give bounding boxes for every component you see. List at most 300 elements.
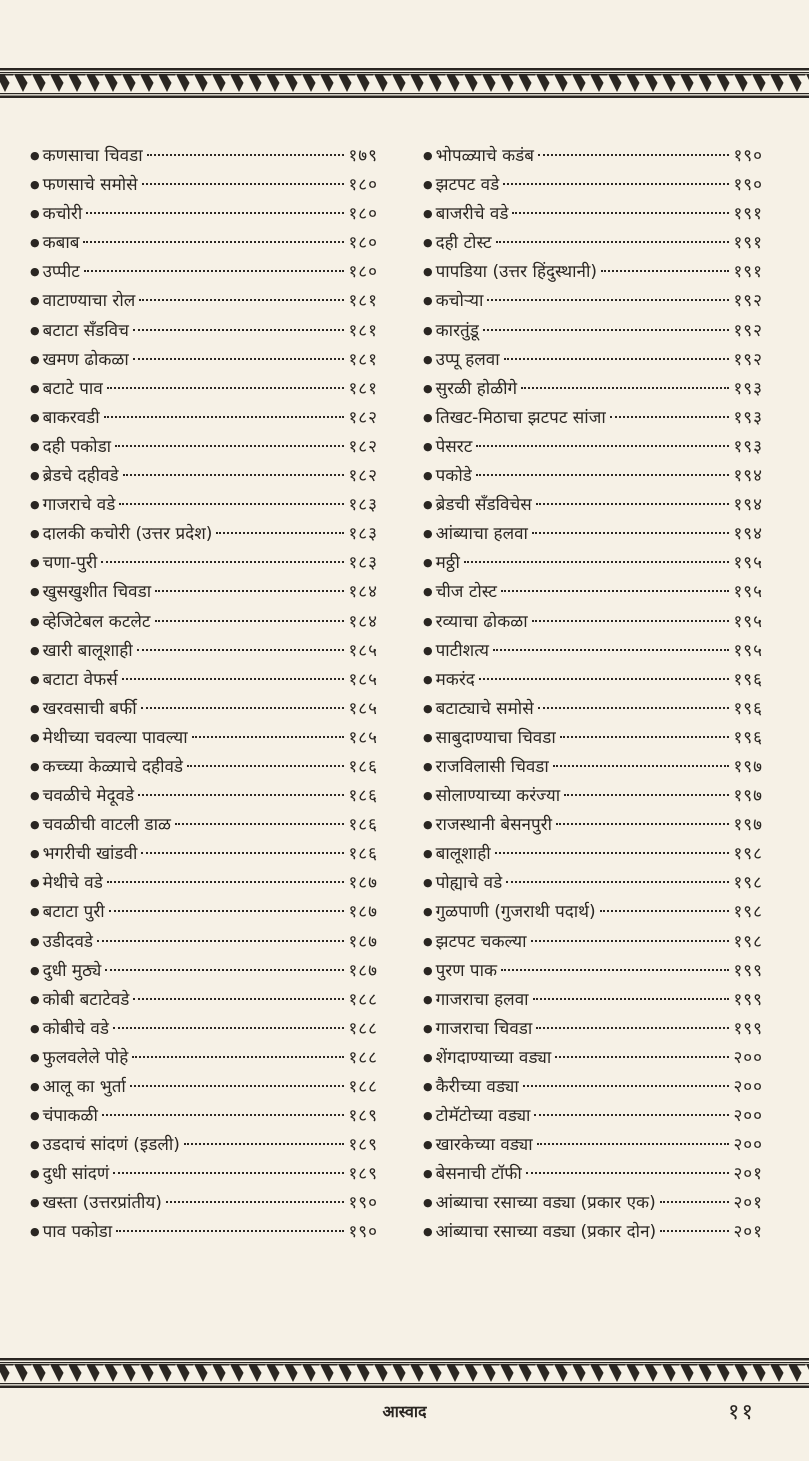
dot-leader: [536, 1027, 729, 1029]
entry-page-number: १८९: [348, 1164, 378, 1185]
bullet-icon: ●: [423, 149, 433, 162]
toc-entry: [30, 346, 378, 375]
entry-title: खारी बालूशाही: [42, 640, 133, 661]
bullet-icon: ●: [30, 469, 40, 483]
bullet-icon: ●: [30, 847, 40, 861]
entry-title: फणसाचे समोसे: [42, 175, 138, 196]
bullet-icon: ●: [30, 701, 40, 715]
bullet-icon: ●: [30, 439, 40, 453]
entry-title: कारतुंडू: [435, 320, 479, 341]
bullet-icon: ●: [423, 323, 433, 337]
toc-entry: [30, 171, 378, 200]
dot-leader: [601, 270, 729, 272]
bullet-icon: ●: [30, 759, 40, 773]
entry-page-number: १९१: [733, 204, 763, 225]
entry-title: फुलवलेले पोहे: [42, 1047, 129, 1068]
entry-page-number: १८०: [348, 204, 378, 225]
dot-leader: [83, 241, 344, 243]
entry-title: दही टोस्ट: [435, 233, 492, 254]
toc-entry: [423, 578, 763, 607]
dot-leader: [512, 212, 729, 214]
entry-title: गाजराचे वडे: [42, 495, 116, 516]
bullet-icon: ●: [30, 905, 40, 919]
toc-entry: [423, 928, 763, 957]
entry-page-number: १८०: [348, 175, 378, 196]
dot-leader: [187, 765, 344, 767]
entry-page-number: १८२: [348, 436, 378, 457]
bullet-icon: ●: [423, 1138, 433, 1152]
entry-title: कबाब: [42, 233, 80, 254]
bullet-icon: ●: [423, 614, 433, 628]
entry-page-number: १९३: [733, 407, 763, 428]
entry-page-number: १९२: [733, 320, 763, 341]
toc-entry: [30, 1044, 378, 1073]
entry-page-number: १८८: [348, 1018, 378, 1039]
entry-page-number: १८५: [348, 727, 378, 748]
toc-entry: [30, 578, 378, 607]
toc-entry: [30, 1160, 378, 1189]
bullet-icon: ●: [30, 934, 40, 948]
entry-title: पाव पकोडा: [42, 1222, 113, 1243]
entry-title: बटाटा सँडविच: [42, 320, 129, 341]
bullet-icon: ●: [30, 585, 40, 599]
dot-leader: [531, 940, 730, 942]
bullet-icon: ●: [30, 672, 40, 686]
toc-entry: [30, 142, 378, 171]
entry-page-number: १९९: [733, 1018, 763, 1039]
entry-title: शेंगदाण्याच्या वड्या: [435, 1047, 552, 1068]
bullet-icon: ●: [30, 1196, 40, 1210]
entry-page-number: १९९: [733, 960, 763, 981]
bullet-icon: ●: [423, 1196, 433, 1210]
entry-title: मेथीच्या चवल्या पावल्या: [42, 727, 188, 748]
toc-entry: [423, 1189, 763, 1218]
toc-entry: [423, 1073, 763, 1102]
entry-page-number: १८७: [348, 931, 378, 952]
entry-title: सोलाण्याच्या करंज्या: [435, 786, 561, 807]
dot-leader: [137, 649, 345, 651]
entry-title: खस्ता (उत्तरप्रांतीय): [42, 1193, 162, 1214]
toc-entry: [423, 957, 763, 986]
entry-title: खमण ढोकळा: [42, 349, 129, 370]
dot-leader: [556, 823, 729, 825]
dot-leader: [141, 707, 345, 709]
toc-entry: [423, 346, 763, 375]
toc-entry: [30, 957, 378, 986]
entry-title: पकोडे: [435, 466, 472, 487]
entry-page-number: १९५: [733, 553, 763, 574]
entry-page-number: २००: [733, 1106, 763, 1127]
toc-entry: [30, 1015, 378, 1044]
entry-title: गाजराचा चिवडा: [435, 1018, 533, 1039]
dot-leader: [538, 707, 730, 709]
entry-page-number: १९८: [733, 902, 763, 923]
entry-title: उप्पू हलवा: [435, 349, 500, 370]
bullet-icon: ●: [30, 323, 40, 337]
bullet-icon: ●: [30, 265, 40, 279]
entry-title: भोपळ्याचे कडंब: [435, 146, 534, 166]
toc-entry: [30, 1073, 378, 1102]
toc-entry: [30, 287, 378, 316]
entry-page-number: १९१: [733, 233, 763, 254]
entry-title: दुधी मुठ्ये: [42, 960, 102, 981]
dot-leader: [532, 532, 730, 534]
entry-title: पेसरट: [435, 436, 473, 457]
bullet-icon: ●: [30, 876, 40, 890]
entry-page-number: १९३: [733, 436, 763, 457]
toc-entry: [423, 724, 763, 753]
bullet-icon: ●: [423, 672, 433, 686]
entry-page-number: २००: [733, 1135, 763, 1156]
toc-entry: [30, 782, 378, 811]
bullet-icon: ●: [30, 352, 40, 366]
bullet-icon: ●: [30, 818, 40, 832]
toc-entry: [30, 1102, 378, 1131]
entry-page-number: २०१: [733, 1222, 763, 1243]
entry-page-number: १९५: [733, 582, 763, 603]
dot-leader: [560, 736, 730, 738]
entry-page-number: १८४: [348, 582, 378, 603]
entry-title: मकरंद: [435, 669, 475, 690]
bullet-icon: ●: [30, 149, 40, 162]
toc-column-left: [30, 142, 378, 1248]
dot-leader: [133, 329, 345, 331]
dot-leader: [113, 1172, 344, 1174]
bullet-icon: ●: [30, 643, 40, 657]
entry-title: बटाट्याचे समोसे: [435, 698, 534, 719]
dot-leader: [116, 1230, 344, 1232]
toc-entry: [30, 986, 378, 1015]
bullet-icon: ●: [423, 963, 433, 977]
toc-entry: [423, 200, 763, 229]
toc-entry: [423, 142, 763, 171]
entry-title: आंब्याचा हलवा: [435, 524, 528, 545]
entry-title: मेथीचे वडे: [42, 873, 103, 894]
entry-title: खुसखुशीत चिवडा: [42, 582, 152, 603]
dot-leader: [553, 765, 730, 767]
dot-leader: [526, 1172, 730, 1174]
toc-entry: [423, 695, 763, 724]
entry-title: चीज टोस्ट: [435, 582, 497, 603]
toc-entry: [30, 753, 378, 782]
entry-page-number: १८८: [348, 1077, 378, 1097]
bullet-icon: ●: [423, 410, 433, 424]
entry-page-number: १८७: [348, 960, 378, 981]
entry-page-number: १८४: [348, 611, 378, 632]
bullet-icon: ●: [30, 1167, 40, 1181]
entry-title: व्हेजिटेबल कटलेट: [42, 611, 151, 632]
bullet-icon: ●: [30, 527, 40, 541]
dot-leader: [495, 852, 730, 854]
entry-page-number: २०१: [733, 1164, 763, 1185]
toc-entry: [423, 898, 763, 927]
dot-leader: [521, 387, 729, 389]
dot-leader: [564, 794, 729, 796]
bullet-icon: ●: [423, 294, 433, 308]
bullet-icon: ●: [30, 614, 40, 628]
toc-entry: [30, 608, 378, 637]
entry-title: दही पकोडा: [42, 436, 112, 457]
entry-page-number: १८२: [348, 407, 378, 428]
dot-leader: [184, 1143, 345, 1145]
bullet-icon: ●: [423, 236, 433, 250]
dot-leader: [534, 1114, 729, 1116]
bullet-icon: ●: [30, 236, 40, 250]
entry-page-number: १८५: [348, 640, 378, 661]
entry-title: तिखट-मिठाचा झटपट सांजा: [435, 407, 606, 428]
entry-page-number: १९७: [733, 815, 763, 836]
entry-page-number: १८२: [348, 466, 378, 487]
dot-leader: [139, 299, 344, 301]
entry-title: पापडिया (उत्तर हिंदुस्थानी): [435, 262, 598, 283]
book-title: आस्वाद: [382, 1402, 427, 1421]
entry-page-number: १९५: [733, 640, 763, 661]
dot-leader: [147, 154, 345, 156]
toc-entry: [423, 520, 763, 549]
toc-entry: [30, 404, 378, 433]
dot-leader: [133, 358, 345, 360]
toc-entry: [30, 1131, 378, 1160]
bullet-icon: ●: [30, 1080, 40, 1093]
entry-page-number: १८८: [348, 989, 378, 1010]
toc-entry: [423, 1015, 763, 1044]
toc-entry: [30, 928, 378, 957]
entry-title: कचोरी: [42, 204, 83, 225]
entry-title: उडदाचं सांदणं (इडली): [42, 1135, 180, 1156]
bullet-icon: ●: [30, 1021, 40, 1035]
bullet-icon: ●: [30, 294, 40, 308]
bullet-icon: ●: [30, 381, 40, 395]
entry-title: दालकी कचोरी (उत्तर प्रदेश): [42, 524, 213, 545]
dot-leader: [660, 1201, 730, 1203]
bullet-icon: ●: [423, 701, 433, 715]
toc-entry: [30, 1189, 378, 1218]
entry-page-number: १८७: [348, 902, 378, 923]
entry-title: राजस्थानी बेसनपुरी: [435, 815, 553, 836]
entry-title: कोबी बटाटेवडे: [42, 989, 130, 1010]
toc-column-right: [423, 142, 763, 1248]
dot-leader: [600, 910, 730, 912]
toc-entry: [423, 229, 763, 258]
bullet-icon: ●: [423, 1080, 433, 1093]
entry-title: झटपट वडे: [435, 175, 500, 196]
dot-leader: [532, 620, 730, 622]
entry-page-number: १७९: [348, 146, 378, 166]
dot-leader: [555, 1056, 729, 1058]
entry-page-number: २००: [733, 1077, 763, 1097]
entry-page-number: १९०: [348, 1222, 378, 1243]
entry-page-number: १८१: [348, 349, 378, 370]
entry-title: सुरळी होळीगे: [435, 378, 518, 399]
dot-leader: [493, 649, 729, 651]
entry-page-number: १९२: [733, 291, 763, 312]
bullet-icon: ●: [30, 207, 40, 221]
entry-title: गाजराचा हलवा: [435, 989, 529, 1010]
entry-title: गुळपाणी (गुजराथी पदार्थ): [435, 902, 596, 923]
dot-leader: [476, 445, 729, 447]
toc-entry: [30, 666, 378, 695]
entry-page-number: १८०: [348, 262, 378, 283]
entry-title: ब्रेडची सँडविचेस: [435, 495, 532, 516]
entry-page-number: १९७: [733, 786, 763, 807]
dot-leader: [107, 881, 345, 883]
toc-entry: [423, 1218, 763, 1247]
entry-page-number: १८१: [348, 291, 378, 312]
dot-leader: [123, 474, 345, 476]
bullet-icon: ●: [423, 934, 433, 948]
entry-title: बटाटा पुरी: [42, 902, 105, 923]
toc-entry: [423, 375, 763, 404]
bullet-icon: ●: [423, 469, 433, 483]
entry-title: झटपट चकल्या: [435, 931, 527, 952]
entry-title: बटाटा वेफर्स: [42, 669, 118, 690]
dot-leader: [130, 1085, 345, 1087]
toc-entry: [423, 549, 763, 578]
toc-entry: [423, 1160, 763, 1189]
entry-title: पाटीशत्य: [435, 640, 489, 661]
dot-leader: [610, 416, 730, 418]
bullet-icon: ●: [423, 1167, 433, 1181]
bullet-icon: ●: [423, 643, 433, 657]
entry-title: पोह्याचे वडे: [435, 873, 503, 894]
entry-title: साबुदाण्याचा चिवडा: [435, 727, 556, 748]
dot-leader: [132, 1056, 344, 1058]
entry-title: खारकेच्या वड्या: [435, 1135, 533, 1156]
entry-page-number: १९६: [733, 669, 763, 690]
entry-title: चंपाकळी: [42, 1106, 98, 1127]
dot-leader: [97, 940, 344, 942]
toc-entry: [423, 287, 763, 316]
toc-entry: [30, 840, 378, 869]
bullet-icon: ●: [423, 818, 433, 832]
toc-entry: [30, 520, 378, 549]
toc-entry: [30, 637, 378, 666]
dot-leader: [501, 590, 729, 592]
entry-page-number: १८५: [348, 669, 378, 690]
entry-title: उप्पीट: [42, 262, 80, 283]
toc-entry: [423, 258, 763, 287]
toc-entry: [423, 986, 763, 1015]
entry-title: रव्याचा ढोकळा: [435, 611, 528, 632]
toc-entry: [423, 753, 763, 782]
entry-page-number: १८९: [348, 1106, 378, 1127]
entry-page-number: १८८: [348, 1047, 378, 1068]
entry-page-number: १९४: [733, 466, 763, 487]
bullet-icon: ●: [30, 992, 40, 1006]
entry-title: मठ्ठी: [435, 553, 460, 574]
toc-entry: [30, 491, 378, 520]
bullet-icon: ●: [423, 1021, 433, 1035]
entry-title: बाकरवडी: [42, 407, 100, 428]
bullet-icon: ●: [30, 730, 40, 744]
dot-leader: [155, 620, 345, 622]
dot-leader: [105, 969, 344, 971]
entry-page-number: २००: [733, 1047, 763, 1068]
entry-title: वाटाण्याचा रोल: [42, 291, 136, 312]
toc-entry: [423, 608, 763, 637]
decorative-border-top: [0, 66, 809, 100]
dot-leader: [115, 445, 344, 447]
dot-leader: [503, 183, 729, 185]
toc-entry: [423, 491, 763, 520]
toc-entry: [423, 462, 763, 491]
bullet-icon: ●: [30, 789, 40, 803]
entry-page-number: १९०: [733, 146, 763, 166]
toc-entry: [30, 1218, 378, 1247]
entry-title: कच्च्या केळ्याचे दहीवडे: [42, 756, 184, 777]
toc-entry: [30, 375, 378, 404]
dot-leader: [479, 678, 730, 680]
bullet-icon: ●: [423, 381, 433, 395]
dot-leader: [533, 998, 730, 1000]
entry-title: बेसनाची टॉफी: [435, 1164, 522, 1185]
bullet-icon: ●: [423, 730, 433, 744]
toc-entry: [423, 171, 763, 200]
dot-leader: [476, 474, 730, 476]
dot-leader: [107, 387, 345, 389]
bullet-icon: ●: [423, 905, 433, 919]
dot-leader: [504, 358, 730, 360]
toc-entry: [423, 1102, 763, 1131]
entry-page-number: १९०: [348, 1193, 378, 1214]
bullet-icon: ●: [423, 556, 433, 570]
page-number: ११: [728, 1400, 755, 1425]
decorative-border-bottom: [0, 1356, 809, 1390]
dot-leader: [122, 678, 345, 680]
bullet-icon: ●: [30, 410, 40, 424]
dot-leader: [101, 561, 344, 563]
bullet-icon: ●: [30, 498, 40, 512]
entry-page-number: १८६: [348, 815, 378, 836]
entry-page-number: १९६: [733, 727, 763, 748]
dot-leader: [487, 299, 729, 301]
entry-title: आलू का भुर्ता: [42, 1077, 126, 1097]
bullet-icon: ●: [30, 1225, 40, 1239]
toc-entry: [423, 782, 763, 811]
entry-title: चवळीची वाटली डाळ: [42, 815, 171, 836]
entry-page-number: १९५: [733, 611, 763, 632]
entry-page-number: १८३: [348, 524, 378, 545]
dot-leader: [192, 736, 345, 738]
toc-entry: [423, 869, 763, 898]
dot-leader: [537, 1143, 730, 1145]
toc-entry: [423, 404, 763, 433]
dot-leader: [133, 998, 344, 1000]
dot-leader: [496, 241, 730, 243]
dot-leader: [142, 183, 345, 185]
entry-page-number: १९८: [733, 931, 763, 952]
dot-leader: [102, 1114, 345, 1116]
dot-leader: [464, 561, 730, 563]
bullet-icon: ●: [423, 876, 433, 890]
toc-entry: [423, 1131, 763, 1160]
bullet-icon: ●: [423, 178, 433, 192]
bullet-icon: ●: [30, 1050, 40, 1064]
bullet-icon: ●: [423, 1109, 433, 1123]
entry-title: कणसाचा चिवडा: [42, 146, 143, 166]
entry-page-number: १९२: [733, 349, 763, 370]
dot-leader: [501, 969, 729, 971]
entry-page-number: १९७: [733, 756, 763, 777]
toc-entry: [30, 549, 378, 578]
entry-page-number: १९०: [733, 175, 763, 196]
dot-leader: [113, 1027, 345, 1029]
toc-entry: [30, 229, 378, 258]
entry-page-number: १८६: [348, 756, 378, 777]
toc-entry: [423, 840, 763, 869]
entry-page-number: १८६: [348, 786, 378, 807]
entry-page-number: १८०: [348, 233, 378, 254]
